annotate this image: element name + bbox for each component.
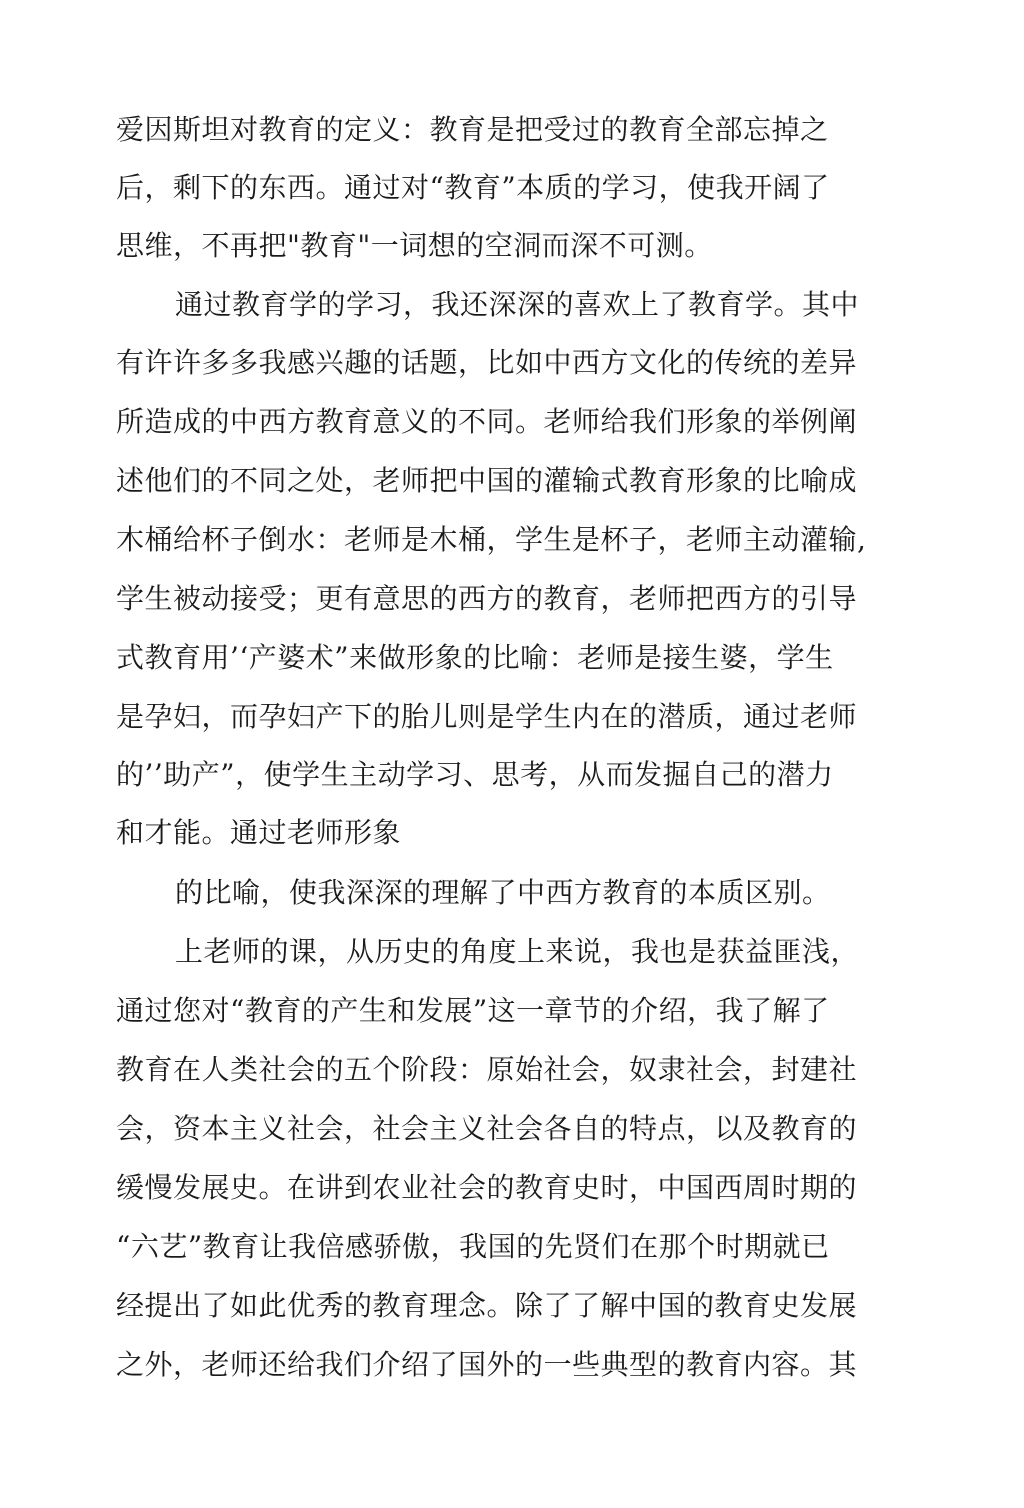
text-line: 经提出了如此优秀的教育理念。除了了解中国的教育史发展 bbox=[116, 1289, 858, 1322]
paragraph-start-line: 上老师的课，从历史的角度上来说，我也是获益匪浅， bbox=[175, 935, 860, 968]
text-line: 有许许多多我感兴趣的话题，比如中西方文化的传统的差异 bbox=[116, 346, 858, 379]
paragraph-start-line: 的比喻，使我深深的理解了中西方教育的本质区别。 bbox=[175, 876, 831, 909]
text-line: “六艺”教育让我倍感骄傲，我国的先贤们在那个时期就已 bbox=[116, 1230, 830, 1263]
text-line: 爱因斯坦对教育的定义：教育是把受过的教育全部忘掉之 bbox=[116, 113, 829, 146]
text-line: 学生被动接受；更有意思的西方的教育，老师把西方的引导 bbox=[116, 582, 858, 615]
text-line: 通过您对“教育的产生和发展”这一章节的介绍，我了解了 bbox=[116, 994, 830, 1027]
text-line: 缓慢发展史。在讲到农业社会的教育史时，中国西周时期的 bbox=[116, 1171, 858, 1204]
text-line: 式教育用’‘产婆术”来做形象的比喻：老师是接生婆，学生 bbox=[116, 641, 834, 674]
text-line: 是孕妇，而孕妇产下的胎儿则是学生内在的潜质，通过老师 bbox=[116, 700, 858, 733]
text-line: 述他们的不同之处，老师把中国的灌输式教育形象的比喻成 bbox=[116, 464, 858, 497]
text-line: 教育在人类社会的五个阶段：原始社会，奴隶社会，封建社 bbox=[116, 1053, 858, 1086]
text-line: 后，剩下的东西。通过对“教育”本质的学习，使我开阔了 bbox=[116, 171, 830, 204]
text-line: 所造成的中西方教育意义的不同。老师给我们形象的举例阐 bbox=[116, 405, 858, 438]
text-line: 思维，不再把"教育"一词想的空洞而深不可测。 bbox=[116, 229, 713, 262]
text-line: 木桶给杯子倒水：老师是木桶，学生是杯子，老师主动灌输, bbox=[116, 523, 867, 556]
text-line: 和才能。通过老师形象 bbox=[116, 816, 402, 849]
text-line: 之外，老师还给我们介绍了国外的一些典型的教育内容。其 bbox=[116, 1348, 858, 1381]
paragraph-start-line: 通过教育学的学习，我还深深的喜欢上了教育学。其中 bbox=[175, 288, 860, 321]
text-line: 会，资本主义社会，社会主义社会各自的特点，以及教育的 bbox=[116, 1112, 858, 1145]
text-line: 的’’助产”，使学生主动学习、思考，从而发掘自己的潜力 bbox=[116, 758, 834, 791]
